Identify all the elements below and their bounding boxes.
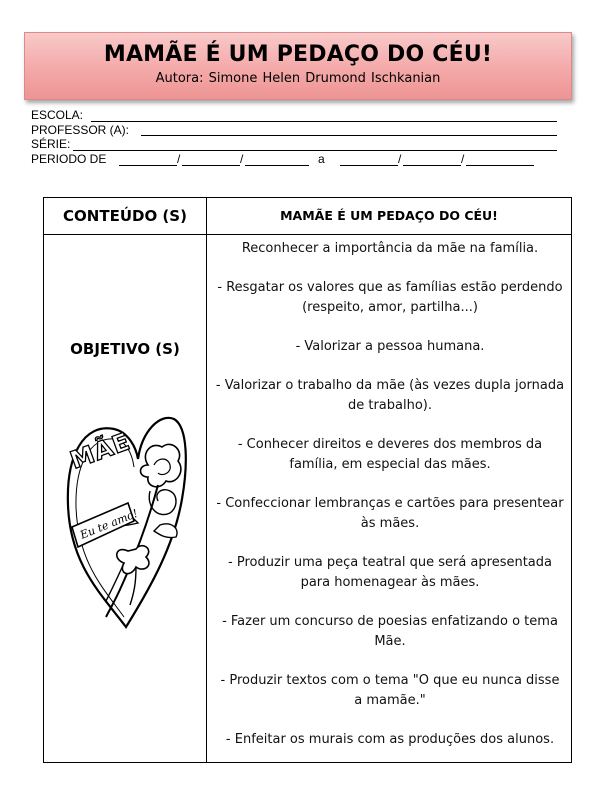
- objective-item: - Fazer um concurso de poesias enfatizando o tema Mãe.: [222, 614, 558, 649]
- escola-field[interactable]: [31, 109, 571, 124]
- periodo-separator: a: [318, 151, 325, 166]
- objective-item: - Resgatar os valores que as famílias estão perdendo (respeito, amor, partilha...): [217, 280, 563, 315]
- periodo-start-year-line: [245, 165, 309, 166]
- objective-item: - Confeccionar lembranças e cartões para presentear às mães.: [216, 496, 564, 531]
- table-body-row: [44, 235, 572, 763]
- objective-label: OBJETIVO (S): [70, 340, 180, 358]
- objective-item: - Valorizar a pessoa humana.: [295, 339, 485, 354]
- serie-field[interactable]: [31, 138, 571, 153]
- conteudo-header: CONTEÚDO (S): [63, 206, 187, 225]
- header-right-cell: [207, 198, 572, 235]
- table-header-row: [44, 198, 572, 235]
- page-title: MAMÃE É UM PEDAÇO DO CÉU!: [103, 42, 493, 67]
- content-table: [43, 197, 572, 763]
- professor-label: PROFESSOR (A):: [31, 122, 130, 137]
- author-line: Autora: Simone Helen Drumond Ischkanian: [155, 71, 441, 86]
- objective-item: Reconhecer a importância da mãe na família.: [241, 241, 539, 256]
- serie-label: SÉRIE:: [31, 137, 71, 151]
- heart-rose-illustration: [62, 395, 190, 630]
- periodo-slash-1: /: [177, 151, 181, 166]
- periodo-start-day-line: [119, 165, 177, 166]
- periodo-field[interactable]: [31, 153, 571, 168]
- mae-lettering: MÃE: [66, 427, 135, 475]
- periodo-slash-2: /: [240, 151, 244, 166]
- objective-label-cell: [44, 235, 207, 763]
- title-banner: [24, 32, 572, 100]
- periodo-slash-3: /: [398, 151, 402, 166]
- ribbon-text: Eu te amo!: [78, 506, 140, 542]
- professor-line: [141, 135, 557, 136]
- periodo-end-month-line: [403, 165, 461, 166]
- school-info-form: [31, 109, 571, 168]
- objectives-cell: [207, 235, 572, 763]
- objective-item: - Enfeitar os murais com as produções dos alunos.: [225, 732, 555, 747]
- escola-label: ESCOLA:: [31, 108, 84, 122]
- escola-line: [91, 121, 557, 122]
- periodo-label: PERIODO DE: [31, 151, 107, 166]
- periodo-end-day-line: [340, 165, 398, 166]
- periodo-end-year-line: [466, 165, 534, 166]
- periodo-slash-4: /: [461, 151, 465, 166]
- objective-item: - Produzir uma peça teatral que será apresentada para homenagear às mães.: [228, 555, 552, 590]
- serie-line: [73, 150, 557, 151]
- periodo-start-month-line: [182, 165, 240, 166]
- header-left-cell: [44, 198, 207, 235]
- objective-item: - Conhecer direitos e deveres dos membros da família, em especial das mães.: [237, 437, 543, 472]
- objectives-list: [207, 235, 571, 750]
- professor-field[interactable]: [31, 124, 571, 139]
- objective-item: - Produzir textos com o tema "O que eu nunca disse a mamãe.": [220, 673, 560, 708]
- theme-header: MAMÃE É UM PEDAÇO DO CÉU!: [280, 208, 498, 223]
- objective-item: - Valorizar o trabalho da mãe (às vezes dupla jornada de trabalho).: [215, 378, 565, 413]
